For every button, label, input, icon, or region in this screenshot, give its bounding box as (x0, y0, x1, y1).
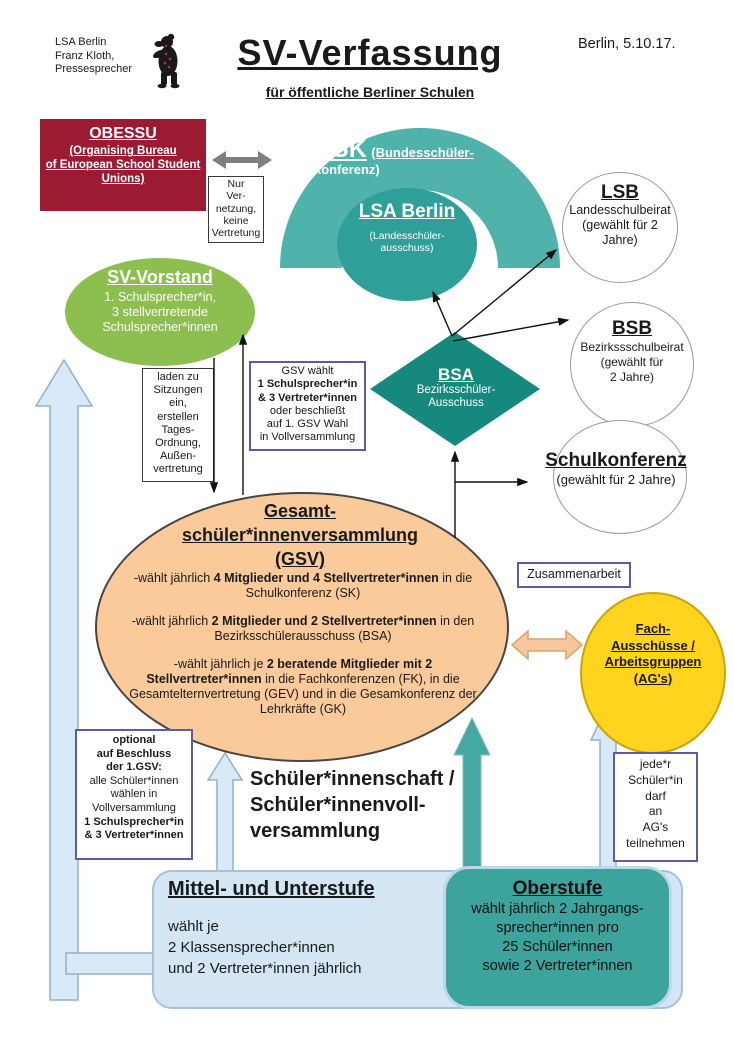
obessu-title: OBESSU (89, 125, 157, 142)
note-line: keine (223, 214, 249, 227)
note-line: alle Schüler*innen (89, 774, 179, 787)
sv-vorstand-line: 1. Schulsprecher*in, (104, 290, 216, 304)
note-line: Tages- (161, 423, 195, 436)
note-line: Sitzungen (153, 384, 203, 397)
note-line: 1 Schulsprecher*in (84, 815, 184, 828)
oberstufe-line: 25 Schüler*innen (502, 939, 613, 955)
page-subtitle: für öffentliche Berliner Schulen (265, 84, 475, 100)
note-line: netzung, (215, 202, 257, 215)
arrow-bsa-to-bsb (453, 320, 568, 341)
note-line: 1 Schulsprecher*in (257, 378, 358, 391)
oberstufe-title: Oberstufe (512, 878, 603, 899)
bsb-line: 2 Jahre) (609, 370, 655, 384)
bsb-line: Bezirkssschulbeirat (580, 340, 684, 354)
note-line: erstellen (157, 410, 199, 423)
lsa-subtitle-line: ausschuss) (380, 242, 434, 254)
note-line: Ordnung, (155, 437, 201, 450)
fach-line: Ausschüsse / (611, 637, 695, 653)
obessu-subtitle-line: of European School Student (45, 159, 201, 171)
arrow-bsa-to-lsb (452, 250, 556, 336)
note-line: darf (645, 788, 666, 803)
bsa-line: Bezirksschüler- (416, 384, 496, 396)
zusammenarbeit-label: Zusammenarbeit (517, 562, 631, 588)
note-line: jede*r (639, 757, 672, 771)
obessu-subtitle-line: (Organising Bureau (69, 145, 177, 157)
mittelstufe-title: Mittel- und Unterstufe (168, 878, 375, 900)
schuelerschaft-line: Schüler*innenschaft / (250, 768, 455, 790)
gsv-title-line: (GSV) (274, 549, 325, 569)
note-line: GSV wählt (281, 365, 334, 377)
lsb-abbr: LSB (601, 182, 639, 203)
note-line: auf 1. GSV Wahl (266, 418, 349, 431)
bsa-abbr: BSA (438, 365, 474, 384)
press-contact-line: Franz Kloth, (55, 49, 115, 62)
note-line: Nur (227, 178, 245, 190)
gsv-bullet: -wählt jährlich 4 Mitglieder und 4 Stellvertreter*innen in die Schulkonferenz (SK) (133, 571, 473, 600)
arrow-bsa-to-lsa (433, 292, 452, 336)
fach-line: Arbeitsgruppen (604, 654, 702, 669)
bsk-paren: (Bundesschüler- (371, 145, 474, 160)
note-line: teilnehmen (626, 835, 685, 850)
gsv-bullet: -wählt jährlich 2 Mitglieder und 2 Stellvertreter*innen in den Bezirksschülerausschuss (BSA) (131, 614, 475, 643)
note-line: & 3 Vertreter*innen (84, 829, 184, 842)
note-line: AG's (642, 820, 669, 835)
press-contact-line: LSA Berlin (55, 36, 107, 48)
schuelerschaft-line: Schüler*innenvoll- (250, 794, 426, 816)
bsk-paren: konferenz) (314, 162, 380, 177)
schuelerschaft-line: versammlung (250, 820, 381, 842)
note-line: & 3 Vertreter*innen (257, 391, 358, 404)
gsv-title-line: Gesamt- (263, 501, 337, 521)
note-line: Ver- (226, 190, 246, 203)
note-line: in Vollversammlung (259, 431, 356, 444)
note-line: oder beschließt (269, 404, 346, 417)
note-line: optional (112, 734, 156, 746)
lsa-title: LSA Berlin (358, 201, 456, 222)
gsv-title-line: schüler*innenversammlung (181, 525, 419, 545)
note-line: der 1.GSV: (106, 761, 162, 774)
note-line: Schüler*in (628, 772, 683, 787)
lsa-subtitle-line: (Landesschüler- (369, 230, 445, 242)
sv-vorstand-line: Schulsprecher*innen (102, 320, 218, 334)
note-line: Vollversammlung (92, 801, 176, 814)
fach-line: Fach- (635, 621, 671, 636)
bsb-line: (gewählt für (600, 355, 664, 369)
mittelstufe-line: und 2 Vertreter*innen jährlich (168, 960, 362, 977)
note-line: auf Beschluss (96, 747, 172, 760)
note-line: laden zu (157, 371, 199, 383)
press-contact-line: Pressesprecher (55, 63, 133, 75)
mittelstufe-line: wählt je (168, 918, 219, 935)
schulkonferenz-subtitle: (gewählt für 2 Jahre) (556, 472, 676, 487)
schulkonferenz-title: Schulkonferenz (545, 450, 687, 471)
note-line: Vertretung (211, 227, 261, 240)
oberstufe-line: sprecher*innen pro (496, 920, 619, 936)
date-label: Berlin, 5.10.17. (578, 36, 676, 52)
obessu-subtitle-line: Unions) (101, 173, 145, 185)
page-title: SV-Verfassung (237, 32, 503, 73)
bsb-abbr: BSB (611, 318, 653, 339)
note-line: an (648, 804, 663, 819)
oberstufe-line: sowie 2 Vertreter*innen (482, 958, 633, 974)
sv-vorstand-title: SV-Vorstand (107, 267, 213, 287)
lsb-line: Jahre) (602, 233, 638, 247)
note-line: Außen- (159, 450, 197, 463)
sv-vorstand-line: 3 stellvertretende (112, 305, 208, 319)
oberstufe-line: wählt jährlich 2 Jahrgangs- (471, 901, 644, 917)
lsb-line: (gewählt für 2 (582, 218, 658, 232)
note-line: wählen in (110, 788, 158, 801)
lsb-line: Landesschulbeirat (569, 203, 671, 217)
note-line: vertretung (153, 463, 203, 476)
gsv-bullet: -wählt jährlich je 2 beratende Mitglieder mit 2 Stellvertreter*innen in die Fachkonferenzen (FK), in die Gesamtelternvertretung (GEV) und in die Gesamkonferenz der Lehrkräfte (GK) (129, 657, 477, 716)
bsk-abbr: BSK (314, 135, 367, 163)
bsa-line: Ausschuss (428, 397, 484, 409)
note-line: ein, (169, 397, 187, 410)
mittelstufe-line: 2 Klassensprecher*innen (168, 939, 335, 956)
fach-line: (AG's) (633, 670, 673, 686)
